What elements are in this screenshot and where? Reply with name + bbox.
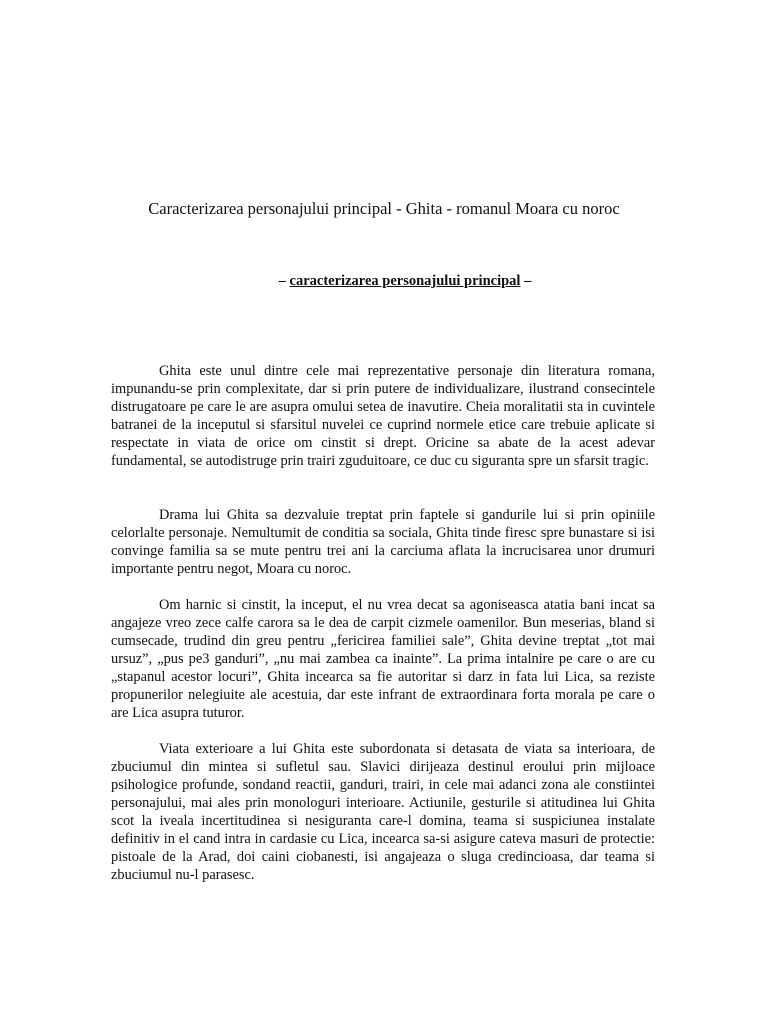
document-subtitle: [0, 272, 768, 290]
paragraph-4: Viata exterioare a lui Ghita este subordonata si detasata de viata sa interioara, de zbuciumul din mintea si sufletul sau. Slavici dirijeaza destinul eroului prin mijloace psihologice profunde, sondand reactii, ganduri, trairi, in cele mai adanci zona ale constiintei personajului, mai ales prin monologuri interioare. Actiunile, gesturile si atitudinea lui Ghita scot la iveala incertitudinea si nesiguranta care-l domina, teama si suspiciunea instalate definitiv in el cand intra in cardasie cu Lica, incearca sa-si asigure cateva masuri de protectie: pistoale de la Arad, doi caini ciobanesti, isi angajeaza o sluga credincioasa, dar teama si zbuciumul nu-l parasesc.: [111, 741, 655, 883]
paragraph-1: Ghita este unul dintre cele mai reprezentative personaje din literatura romana, impunandu-se prin complexitate, dar si prin putere de individualizare, ilustrand consecintele distrugatoare pe care le are asupra omului setea de inavutire. Cheia moralitatii sta in cuvintele batranei de la inceputul si sfarsitul nuvelei ce cuprind normele etice care trebuie aplicate si respectate in viata de orice om cinstit si drept. Oricine sa abate de la acest adevar fundamental, se autodistruge prin trairi zguduitoare, ce duc cu siguranta spre un sfarsit tragic.: [111, 363, 655, 469]
document-title: Caracterizarea personajului principal - Ghita - romanul Moara cu noroc: [148, 199, 620, 218]
subtitle-dash-left: –: [278, 273, 290, 289]
paragraph-3: Om harnic si cinstit, la inceput, el nu vrea decat sa agoniseasca atatia bani incat sa angajeze vreo zece calfe carora sa le dea de carpit cizmele oamenilor. Bun meserias, bland si cumsecade, trudind din greu pentru „fericirea familiei sale”, Ghita devine treptat „tot mai ursuz”, „pus pe3 ganduri”, „nu mai zambea ca inainte”. La prima intalnire pe care o are cu „stapanul acestor locuri”, Ghita incearca sa fie autoritar si darz in fata lui Lica, sa reziste propunerilor nelegiuite ale acestuia, dar este infrant de extraordinara forta morala pe care o are Lica asupra tuturor.: [111, 597, 655, 721]
subtitle-text: caracterizarea personajului principal: [289, 273, 521, 289]
subtitle-dash-right: –: [520, 273, 532, 289]
paragraph-2: Drama lui Ghita sa dezvaluie treptat prin faptele si gandurile lui si prin opiniile celorlalte personaje. Nemultumit de conditia sa sociala, Ghita tinde firesc spre bunastare si isi convinge familia sa se mute pentru trei ani la carciuma aflata la incrucisarea unor drumuri importante pentru negot, Moara cu noroc.: [111, 507, 655, 577]
